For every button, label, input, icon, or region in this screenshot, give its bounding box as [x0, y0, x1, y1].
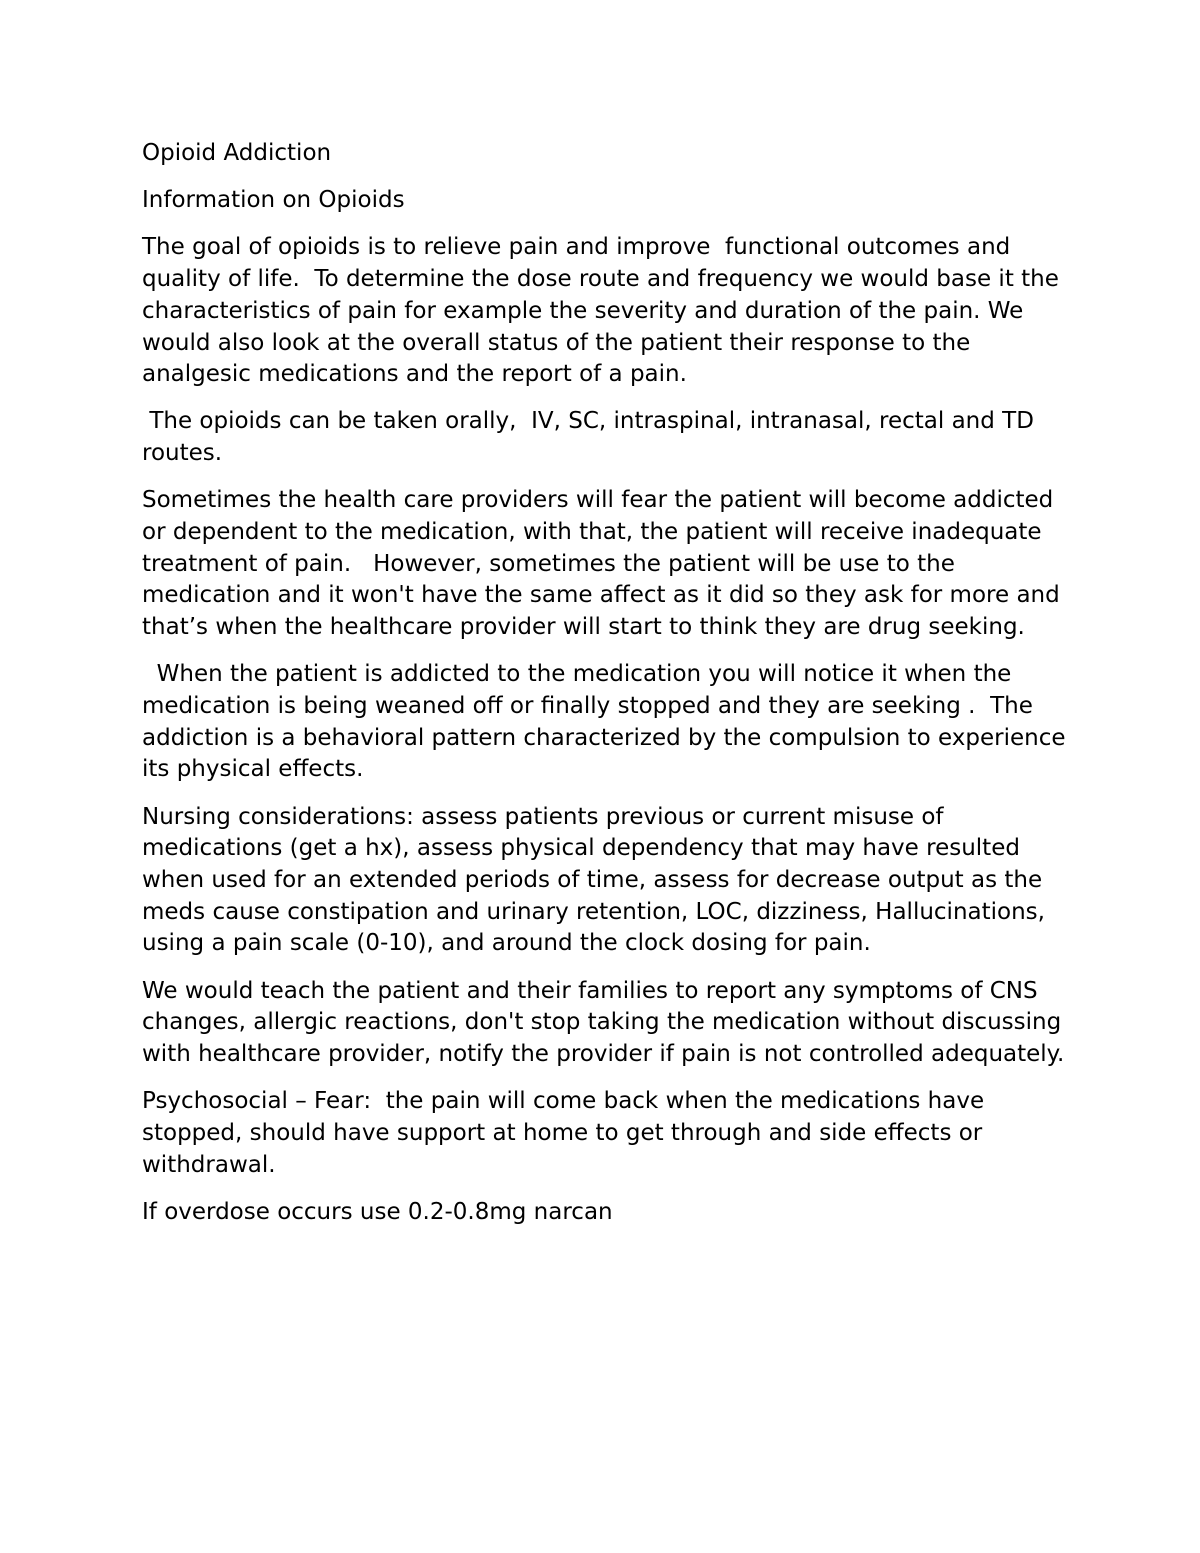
paragraph-overdose: If overdose occurs use 0.2-0.8mg narcan	[142, 1198, 613, 1225]
paragraph-routes: The opioids can be taken orally, IV, SC, intraspinal, intranasal, rectal and TD routes.	[142, 408, 1042, 467]
paragraph-provider-fear: Sometimes the health care providers will fear the patient will become addicted or dependent to the medication, with that, the patient will receive inadequate treatment of pain. However, sometimes the patient will be use to the medication and it won't have the same affect as it did so they ask for more and that’s when the healthcare provider will start to think they are drug seeking.	[142, 487, 1068, 641]
document-title: Opioid Addiction	[142, 140, 332, 166]
document-subtitle: Information on Opioids	[142, 187, 405, 214]
paragraph-addiction: When the patient is addicted to the medication you will notice it when the medication is being weaned off or finally stopped and they are seeking . The addiction is a behavioral pattern characterized by the compulsion to experience its physical effects.	[142, 661, 1073, 783]
document-body	[142, 138, 1072, 1244]
paragraph-patient-teaching: We would teach the patient and their families to report any symptoms of CNS changes, allergic reactions, don't stop taking the medication without discussing with healthcare provider, notify the provider if pain is not controlled adequately.	[142, 977, 1069, 1068]
paragraph-goal-of-opioids: The goal of opioids is to relieve pain and improve functional outcomes and quality of life. To determine the dose route and frequency we would base it the characteristics of pain for example the severity and duration of the pain. We would also look at the overall status of the patient their response to the analgesic medications and the report of a pain.	[142, 234, 1067, 388]
paragraph-psychosocial: Psychosocial – Fear: the pain will come back when the medications have stopped, should have support at home to get through and side effects or withdrawal.	[142, 1088, 992, 1178]
paragraph-nursing-considerations: Nursing considerations: assess patients previous or current misuse of medications (get a hx), assess physical dependency that may have resulted when used for an extended periods of time, assess for decrease output as the meds cause constipation and urinary retention, LOC, dizziness, Hallucinations, using a pain scale (0-10), and around the clock dosing for pain.	[142, 803, 1053, 957]
